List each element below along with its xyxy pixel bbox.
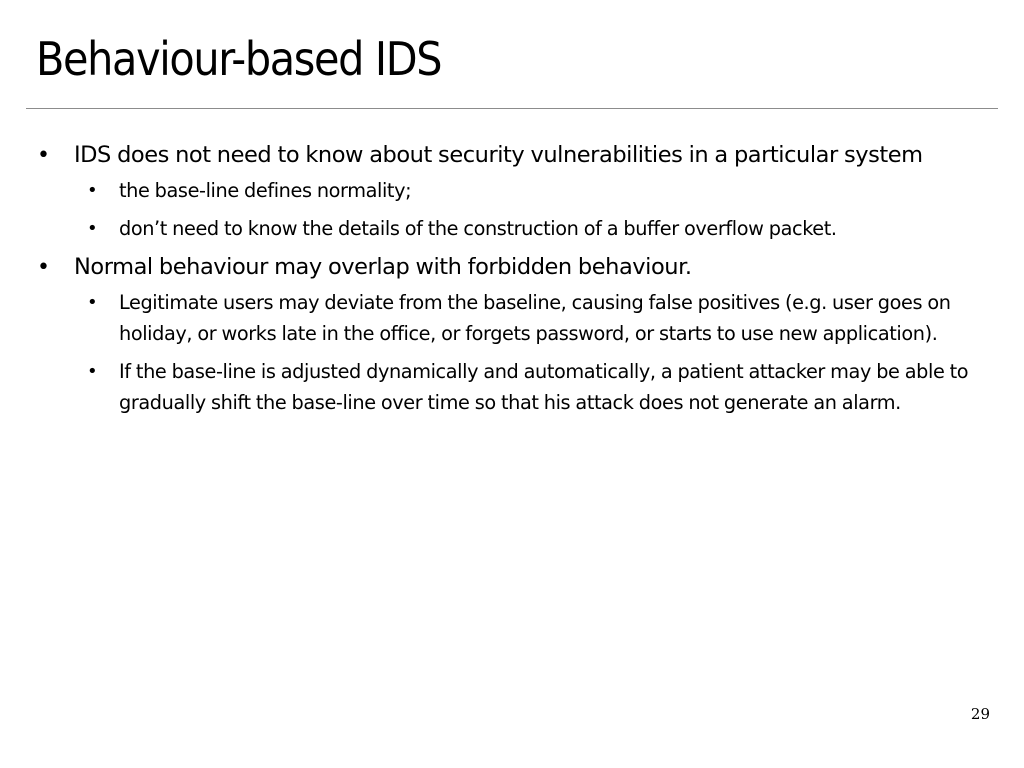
bullet-marker: • <box>37 255 50 280</box>
sub-bullet-item <box>74 356 998 418</box>
sub-bullet-text: Legitimate users may deviate from the baseline, causing false positives (e.g. user goes on holiday, or works late in the office, or forgets password, or starts to use new application). <box>119 291 951 345</box>
bullet-item-1 <box>34 139 998 244</box>
bullet-text: Normal behaviour may overlap with forbidden behaviour. <box>74 254 692 280</box>
sub-bullet-list <box>74 287 998 418</box>
sub-bullet-item <box>74 213 998 244</box>
bullet-list <box>34 139 998 418</box>
title-divider <box>26 108 998 109</box>
sub-bullet-marker: • <box>87 180 98 201</box>
sub-bullet-item <box>74 175 998 206</box>
bullet-marker: • <box>37 143 50 168</box>
sub-bullet-marker: • <box>87 292 98 313</box>
sub-bullet-text: If the base-line is adjusted dynamically and automatically, a patient attacker may be able to gradually shift the base-line over time so that his attack does not generate an alarm. <box>119 360 969 414</box>
sub-bullet-text: the base-line defines normality; <box>119 179 412 202</box>
bullet-item-2 <box>34 251 998 418</box>
sub-bullet-marker: • <box>87 361 98 382</box>
slide-content <box>34 139 998 425</box>
sub-bullet-list <box>74 175 998 244</box>
slide-title: Behaviour-based IDS <box>36 32 442 86</box>
sub-bullet-text: don’t need to know the details of the construction of a buffer overflow packet. <box>119 217 837 240</box>
sub-bullet-item <box>74 287 998 349</box>
page-number: 29 <box>970 705 990 723</box>
sub-bullet-marker: • <box>87 218 98 239</box>
bullet-text: IDS does not need to know about security vulnerabilities in a particular system <box>74 142 923 168</box>
